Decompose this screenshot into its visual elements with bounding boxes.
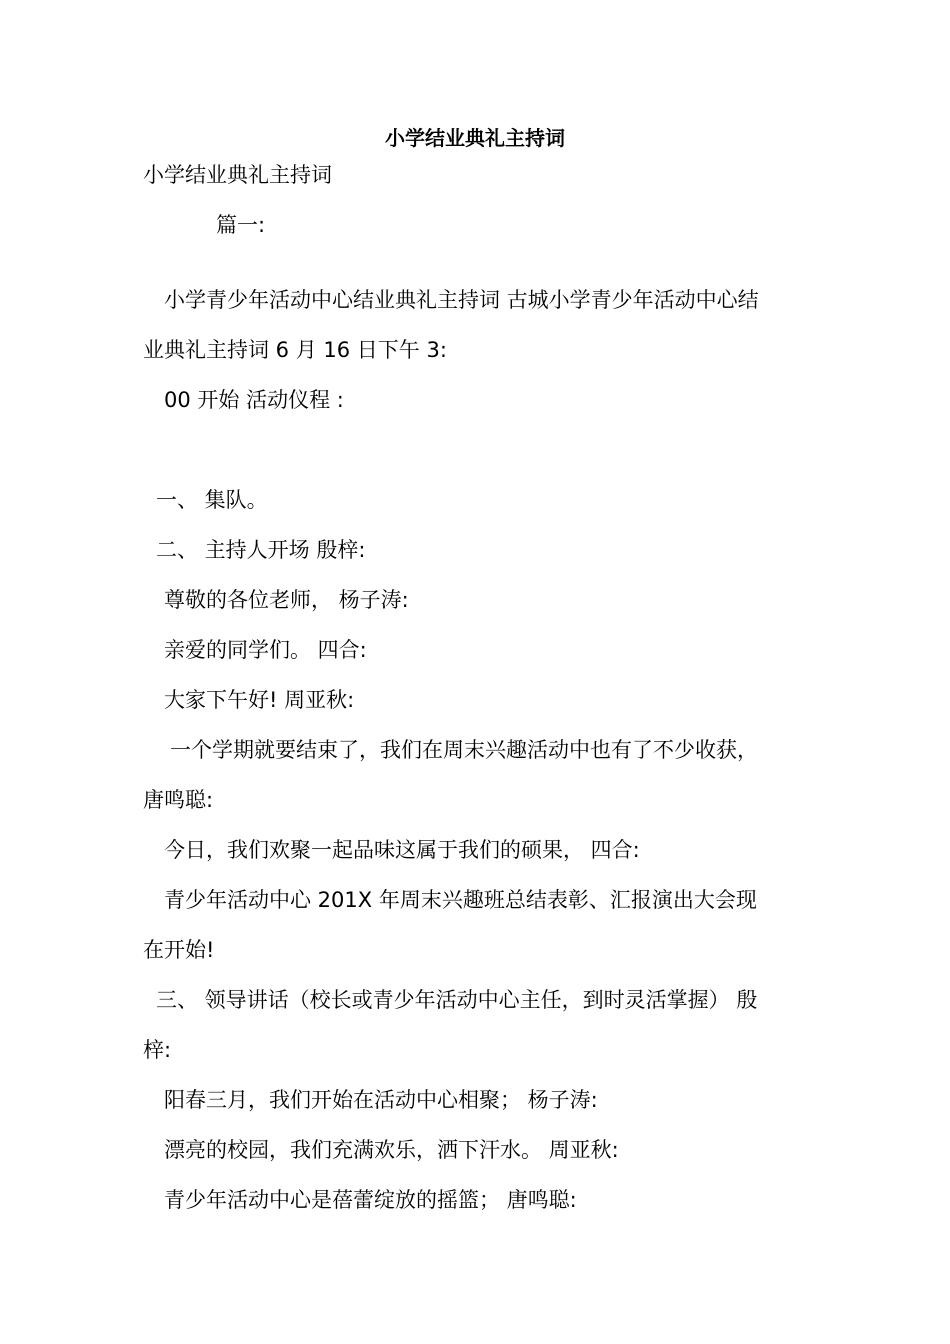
list-item: 三、 领导讲话（校长或青少年活动中心主任，到时灵活掌握） 殷 (156, 988, 758, 1012)
text-line: 大家下午好! 周亚秋: (164, 688, 355, 712)
text-line: 尊敬的各位老师， 杨子涛: (164, 588, 409, 612)
list-item: 二、 主持人开场 殷梓: (156, 538, 366, 562)
list-item: 一、 集队。 (156, 488, 268, 512)
section-heading: 篇一: (216, 213, 266, 237)
text-line: 青少年活动中心 201X 年周末兴趣班总结表彰、汇报演出大会现 (164, 888, 757, 912)
text-line: 唐鸣聪: (143, 788, 214, 812)
document-title: 小学结业典礼主持词 (385, 126, 565, 150)
text-line: 漂亮的校园，我们充满欢乐，洒下汗水。 周亚秋: (164, 1138, 619, 1162)
text-line: 阳春三月，我们开始在活动中心相聚； 杨子涛: (164, 1088, 598, 1112)
text-line: 小学青少年活动中心结业典礼主持词 古城小学青少年活动中心结 (164, 288, 759, 312)
subtitle-line: 小学结业典礼主持词 (143, 163, 332, 187)
text-line: 在开始! (143, 938, 215, 962)
text-line: 业典礼主持词 6 月 16 日下午 3: (143, 338, 447, 362)
text-line: 今日，我们欢聚一起品味这属于我们的硕果， 四合: (164, 838, 640, 862)
text-line: 一个学期就要结束了，我们在周末兴趣活动中也有了不少收获， (170, 738, 758, 762)
text-line: 亲爱的同学们。 四合: (164, 638, 367, 662)
text-line: 00 开始 活动仪程 : (164, 388, 344, 412)
text-line: 青少年活动中心是蓓蕾绽放的摇篮； 唐鸣聪: (164, 1188, 577, 1212)
text-line: 梓: (143, 1038, 172, 1062)
